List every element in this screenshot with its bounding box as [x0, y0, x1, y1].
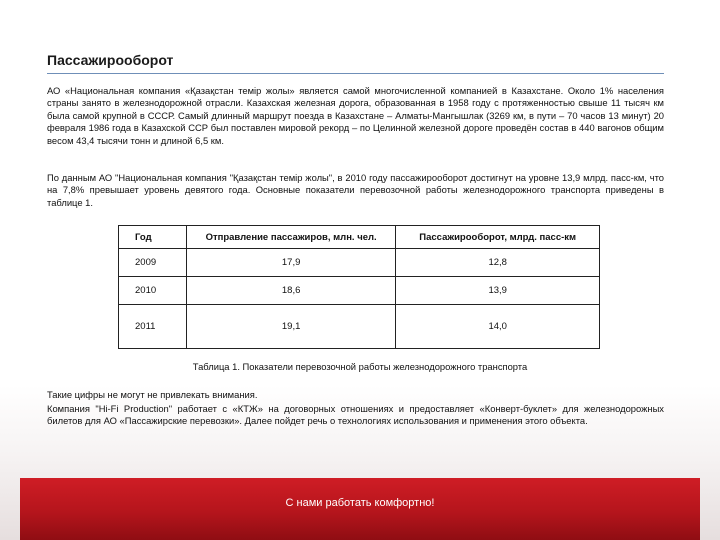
company-paragraph: Компания "Hi-Fi Production" работает с «КТЖ» на договорных отношениях и предоставляет «Конверт-буклет» для железнодорожных билетов для АО «Пассажирские перевозки». Далее пойдет речь о технологиях использования и применения этого объекта.: [47, 403, 664, 427]
cell-year: 2011: [119, 305, 187, 349]
intro-paragraph: АО «Национальная компания «Қазақстан темір жолы» является самой многочисленной компанией в Казахстане. Около 1% населения страны занято в железнодорожной отрасли. Казахская железная дорога, образованная в 1958 году с протяженностью свыше 11 тысяч км была самой крупной в СССР. Самый длинный маршрут поезда в Казахстане – Алматы-Мангышлак (3269 км, в пути – 70 часов 13 минут) 20 февраля 1986 года в Казахской ССР был поставлен мировой рекорд – по Целинной железной дороге проведён состав в 440 вагонов общим весом 43,4 тысячи тонн и длиной 6,5 км.: [47, 85, 664, 146]
title-divider: [47, 73, 664, 74]
remark-paragraph: Такие цифры не могут не привлекать внимания.: [47, 389, 258, 400]
header-year: Год: [119, 226, 187, 249]
slide-title: Пассажирооборот: [47, 52, 174, 68]
header-passenger-turnover: Пассажирооборот, млрд. пасс-км: [396, 226, 600, 249]
cell-departures: 19,1: [186, 305, 395, 349]
footer-red-bar: [20, 478, 700, 540]
table-caption: Таблица 1. Показатели перевозочной работы железнодорожного транспорта: [192, 361, 528, 372]
cell-departures: 17,9: [186, 249, 395, 277]
cell-year: 2009: [119, 249, 187, 277]
header-departures: Отправление пассажиров, млн. чел.: [186, 226, 395, 249]
table-header-row: [119, 226, 600, 249]
cell-turnover: 13,9: [396, 277, 600, 305]
table-row: [119, 249, 600, 277]
table-row: [119, 277, 600, 305]
cell-turnover: 12,8: [396, 249, 600, 277]
cell-departures: 18,6: [186, 277, 395, 305]
statistics-paragraph: По данным АО "Национальная компания "Қазақстан темір жолы", в 2010 году пассажирооборот достигнут на уровне 13,9 млрд. пасс-км, что на 7,8% превышает уровень девятого года. Основные показатели перевозочной работы железнодорожного транспорта приведены в таблице 1.: [47, 172, 664, 208]
cell-turnover: 14,0: [396, 305, 600, 349]
footer-slogan: С нами работать комфортно!: [285, 497, 435, 509]
table-row: [119, 305, 600, 349]
passenger-traffic-table: [118, 225, 600, 349]
cell-year: 2010: [119, 277, 187, 305]
